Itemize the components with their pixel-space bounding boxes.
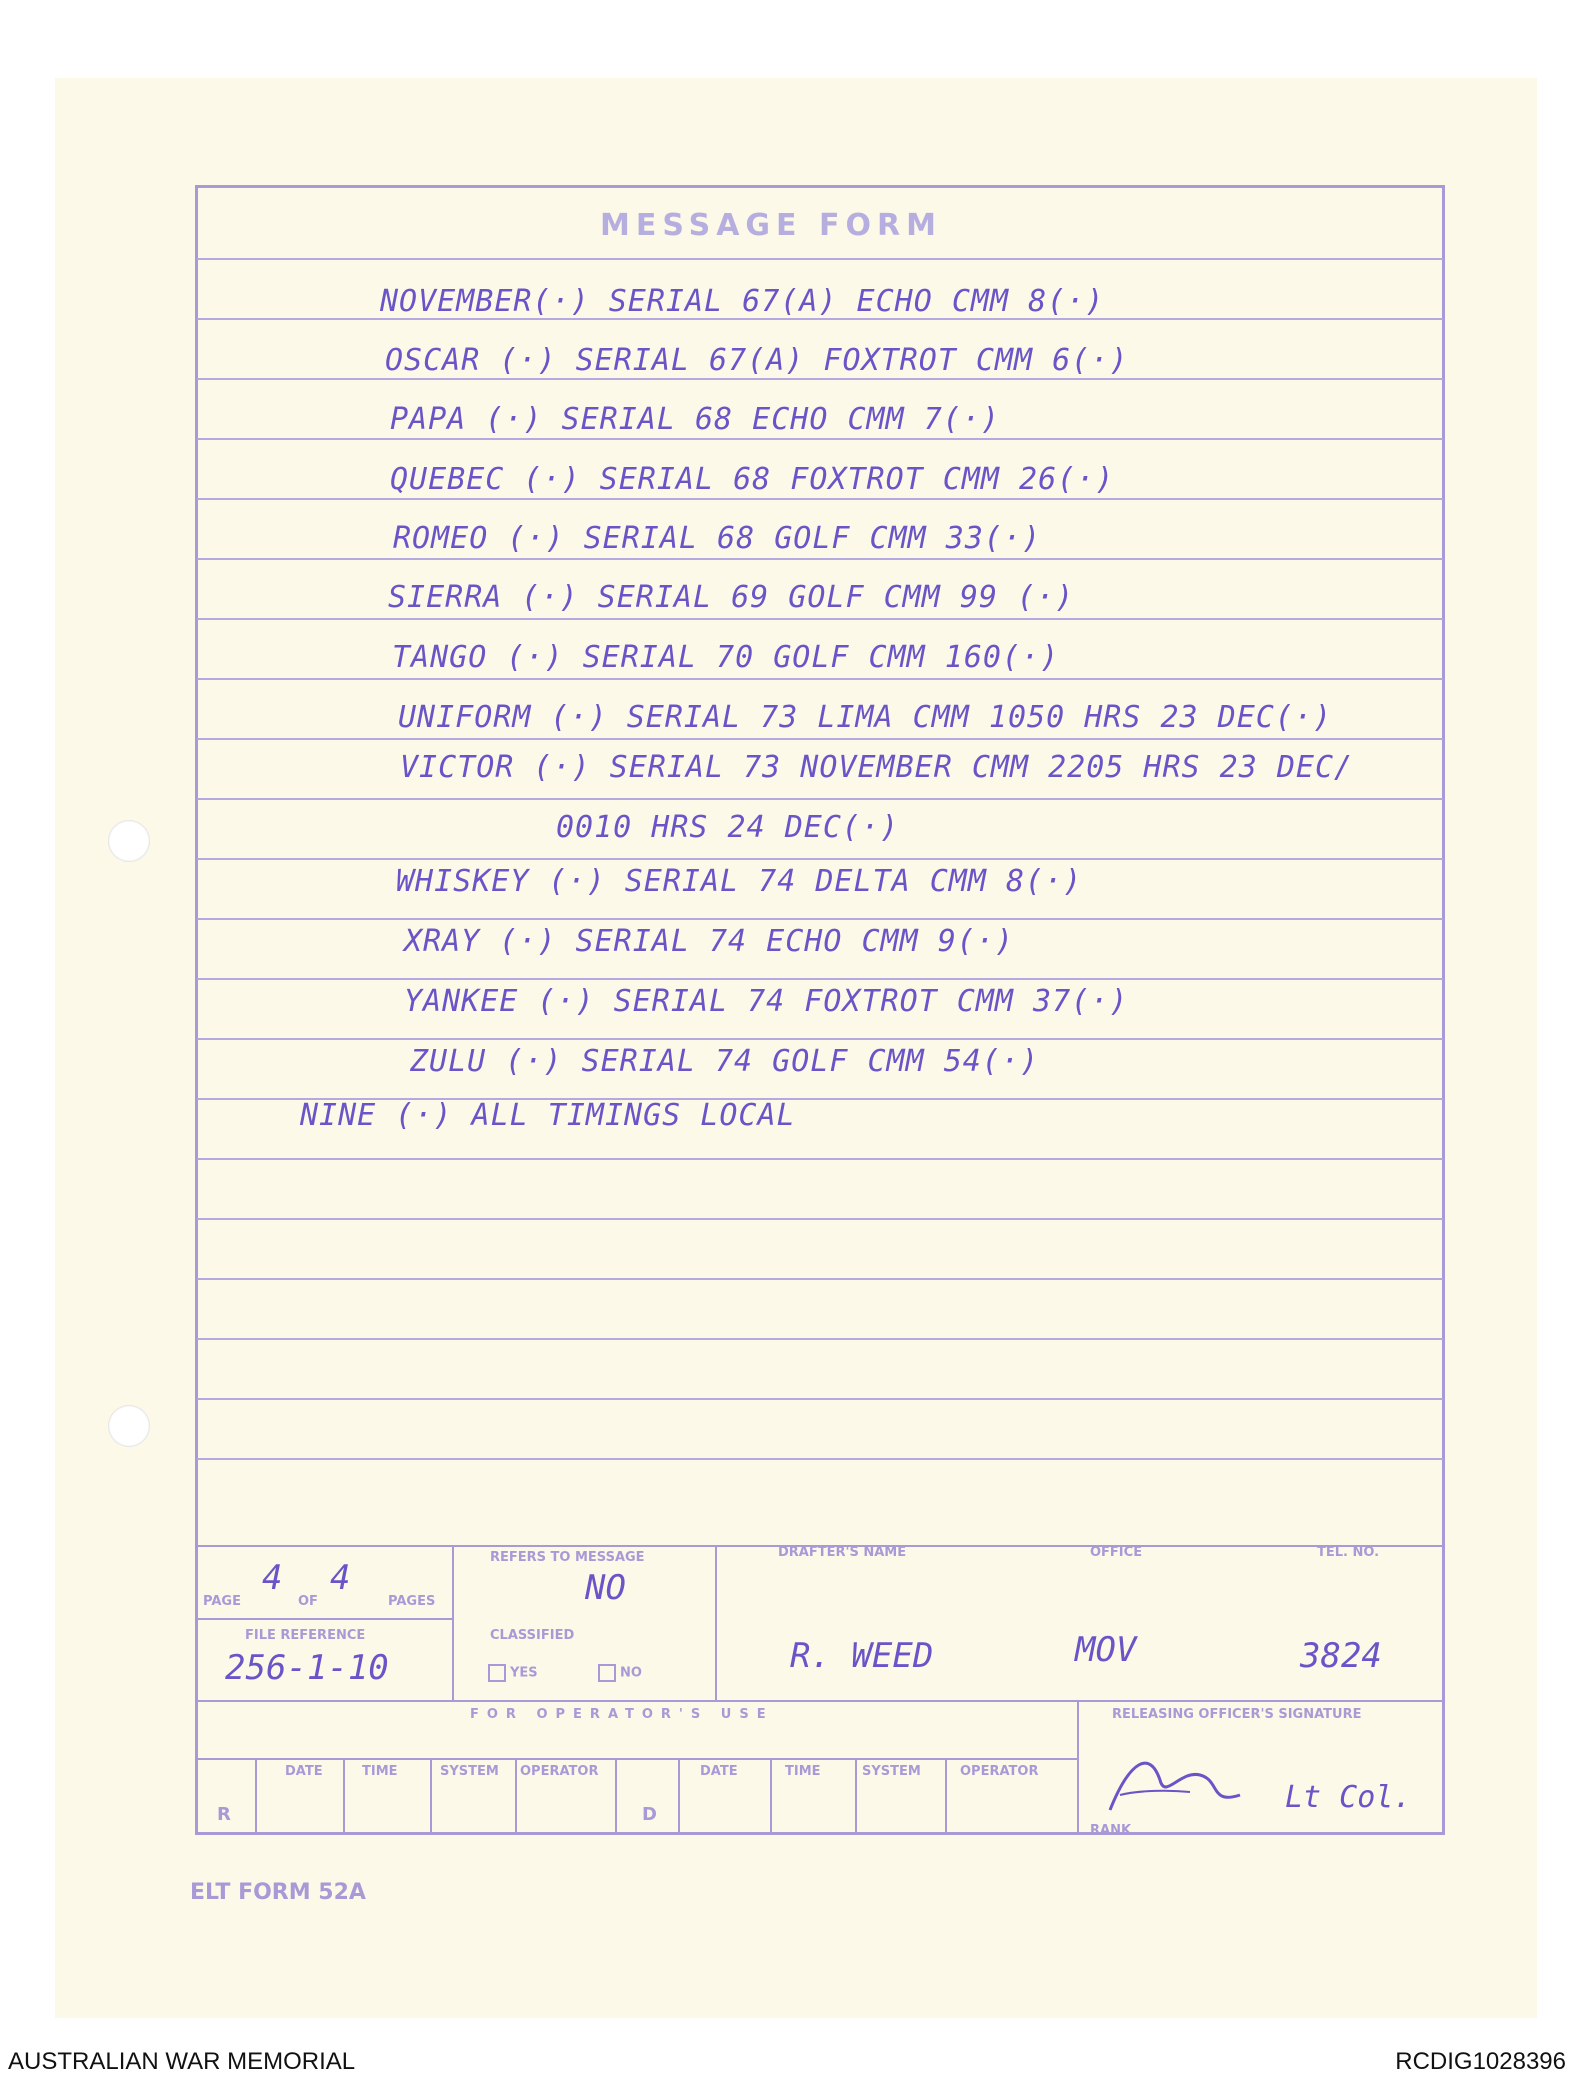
classified-yes-option[interactable] — [488, 1664, 538, 1682]
r-label: R — [217, 1804, 231, 1825]
footer-divider — [615, 1758, 617, 1835]
footer-divider — [1077, 1700, 1079, 1835]
footer-divider — [770, 1758, 772, 1835]
ruled-line — [197, 498, 1443, 500]
ruled-line — [197, 1458, 1443, 1460]
signature-mark — [1100, 1740, 1300, 1830]
ruled-line — [197, 1158, 1443, 1160]
of-label: OF — [298, 1594, 318, 1609]
message-line: ZULU (·) SERIAL 74 GOLF CMM 54(·) — [410, 1044, 1040, 1079]
ruled-line — [197, 1218, 1443, 1220]
ruled-line — [197, 618, 1443, 620]
rank-label: RANK — [1090, 1823, 1132, 1838]
signature-rank: Lt Col. — [1285, 1780, 1412, 1815]
operator-use-label: FOR OPERATOR'S USE — [470, 1707, 774, 1722]
ruled-line — [197, 858, 1443, 860]
refers-to-value: NO — [585, 1568, 626, 1608]
page-value: 4 — [262, 1558, 283, 1598]
checkbox[interactable] — [488, 1664, 506, 1682]
col-operator: OPERATOR — [520, 1764, 599, 1779]
ruled-line — [197, 978, 1443, 980]
col-system: SYSTEM — [862, 1764, 921, 1779]
ruled-line — [197, 918, 1443, 920]
archive-id: RCDIG1028396 — [1395, 2048, 1566, 2075]
ruled-line — [197, 1338, 1443, 1340]
ruled-line — [197, 378, 1443, 380]
tel-label: TEL. NO. — [1317, 1545, 1380, 1560]
form-title: MESSAGE FORM — [600, 208, 942, 243]
message-line: WHISKEY (·) SERIAL 74 DELTA CMM 8(·) — [396, 864, 1083, 899]
ruled-line — [197, 678, 1443, 680]
message-line: NOVEMBER(·) SERIAL 67(A) ECHO CMM 8(·) — [380, 284, 1105, 319]
message-line: XRAY (·) SERIAL 74 ECHO CMM 9(·) — [404, 924, 1014, 959]
footer-divider — [715, 1545, 717, 1700]
checkbox[interactable] — [598, 1664, 616, 1682]
col-time: TIME — [785, 1764, 821, 1779]
message-line: ROMEO (·) SERIAL 68 GOLF CMM 33(·) — [393, 521, 1042, 556]
ruled-line — [197, 258, 1443, 260]
office-label: OFFICE — [1090, 1545, 1143, 1560]
col-date: DATE — [700, 1764, 738, 1779]
ruled-line — [197, 1398, 1443, 1400]
ruled-line — [197, 558, 1443, 560]
drafter-label: DRAFTER'S NAME — [778, 1545, 907, 1560]
message-line: YANKEE (·) SERIAL 74 FOXTROT CMM 37(·) — [404, 984, 1129, 1019]
ruled-line — [197, 798, 1443, 800]
file-reference-label: FILE REFERENCE — [245, 1628, 366, 1643]
footer-divider — [678, 1758, 680, 1835]
ruled-line — [197, 1278, 1443, 1280]
tel-value: 3824 — [1300, 1636, 1382, 1676]
classified-label: CLASSIFIED — [490, 1628, 575, 1643]
col-time: TIME — [362, 1764, 398, 1779]
punch-hole-lower — [108, 1405, 150, 1447]
ruled-line — [197, 1038, 1443, 1040]
refers-to-label: REFERS TO MESSAGE — [490, 1550, 645, 1565]
message-line: PAPA (·) SERIAL 68 ECHO CMM 7(·) — [390, 402, 1000, 437]
office-value: MOV — [1075, 1630, 1137, 1670]
message-line: QUEBEC (·) SERIAL 68 FOXTROT CMM 26(·) — [390, 462, 1115, 497]
message-line: OSCAR (·) SERIAL 67(A) FOXTROT CMM 6(·) — [385, 343, 1129, 378]
releasing-officer-label: RELEASING OFFICER'S SIGNATURE — [1112, 1707, 1362, 1722]
ruled-line — [197, 738, 1443, 740]
message-line: TANGO (·) SERIAL 70 GOLF CMM 160(·) — [392, 640, 1060, 675]
pages-label: PAGES — [388, 1594, 436, 1609]
d-label: D — [642, 1804, 657, 1825]
file-reference-value: 256-1-10 — [225, 1648, 389, 1688]
form-number: ELT FORM 52A — [190, 1880, 366, 1905]
punch-hole-upper — [108, 820, 150, 862]
footer-divider — [255, 1758, 257, 1835]
yes-label: YES — [510, 1665, 538, 1681]
page-label: PAGE — [203, 1594, 241, 1609]
col-date: DATE — [285, 1764, 323, 1779]
footer-divider — [197, 1618, 452, 1620]
footer-divider — [197, 1700, 1443, 1702]
footer-divider — [430, 1758, 432, 1835]
message-line: SIERRA (·) SERIAL 69 GOLF CMM 99 (·) — [388, 580, 1075, 615]
message-line: 0010 HRS 24 DEC(·) — [556, 810, 900, 845]
drafter-value: R. WEED — [790, 1636, 934, 1676]
footer-divider — [343, 1758, 345, 1835]
footer-divider — [452, 1545, 454, 1700]
no-label: NO — [620, 1665, 642, 1681]
footer-divider — [515, 1758, 517, 1835]
message-line: UNIFORM (·) SERIAL 73 LIMA CMM 1050 HRS 23 DEC(·) — [398, 700, 1333, 735]
col-operator: OPERATOR — [960, 1764, 1039, 1779]
ruled-line — [197, 438, 1443, 440]
classified-no-option[interactable] — [598, 1664, 642, 1682]
message-line: VICTOR (·) SERIAL 73 NOVEMBER CMM 2205 HRS 23 DEC/ — [400, 750, 1354, 785]
footer-divider — [855, 1758, 857, 1835]
pages-value: 4 — [330, 1558, 351, 1598]
col-system: SYSTEM — [440, 1764, 499, 1779]
archive-caption: AUSTRALIAN WAR MEMORIAL — [8, 2048, 356, 2075]
message-line: NINE (·) ALL TIMINGS LOCAL — [300, 1098, 796, 1133]
footer-divider — [945, 1758, 947, 1835]
